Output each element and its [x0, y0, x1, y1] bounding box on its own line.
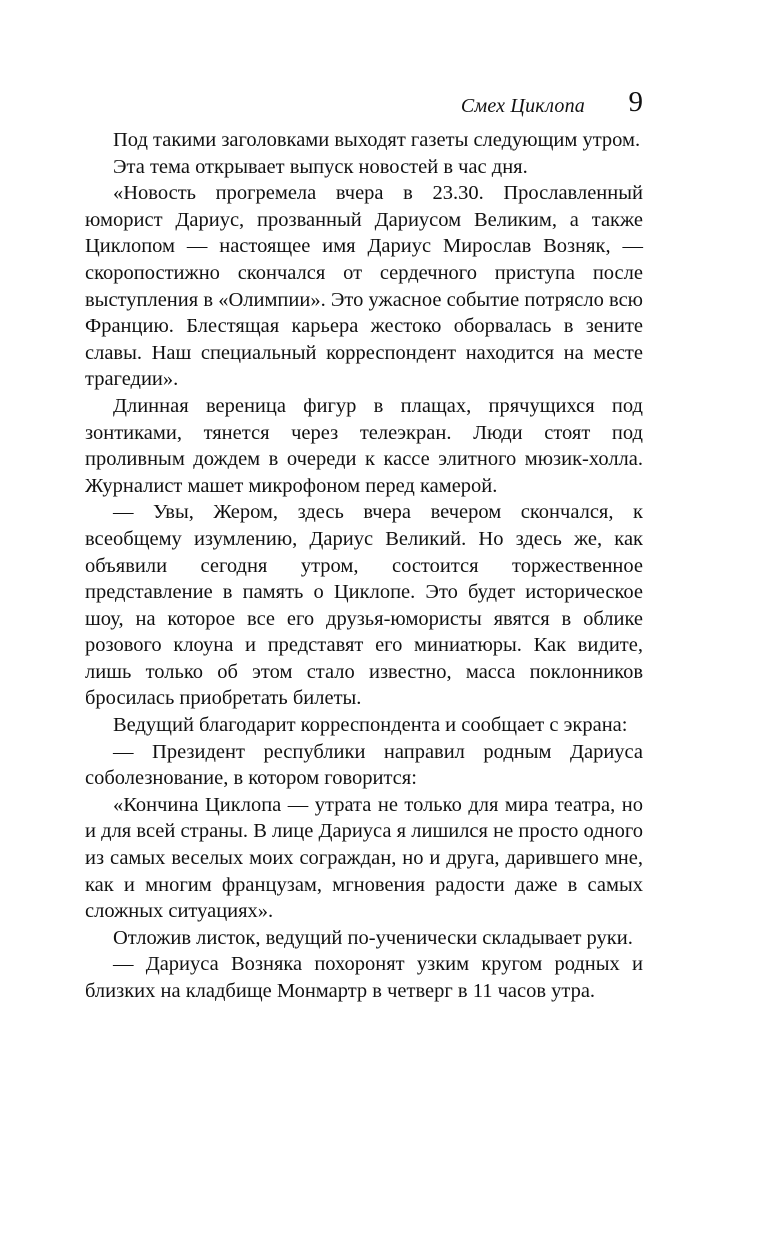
- paragraph-1: Под такими заголовками выходят газеты следующим утром.: [113, 129, 641, 151]
- running-header: [85, 86, 643, 118]
- running-title: Смех Циклопа: [460, 95, 585, 117]
- paragraph-6: Ведущий благодарит корреспондента и сообщает с экрана:: [113, 714, 628, 737]
- page-number: 9: [628, 86, 643, 118]
- paragraph-7: — Президент республики направил родным Дариуса соболезнование, в котором говорится:: [85, 740, 643, 790]
- paragraph-9: Отложив листок, ведущий по-ученически складывает руки.: [113, 926, 633, 949]
- paragraph-8: «Кончина Циклопа — утрата не только для мира театра, но и для всей страны. В лице Дариуса я лишился не просто одного из самых веселых моих сограждан, но и друга, дарившего мне, как и многим французам, мгновения радости даже в самых сложных ситуациях».: [85, 793, 643, 923]
- paragraph-3: «Новость прогремела вчера в 23.30. Прославленный юморист Дариус, прозванный Дариусом Великим, а также Циклопом — настоящее имя Дариус Мирослав Возняк, — скоропостижно скончался от сердечного приступа после выступления в «Олимпии». Это ужасное событие потрясло всю Францию. Блестящая карьера жестоко оборвалась в зените славы. Наш специальный корреспондент находится на месте трагедии».: [85, 182, 643, 391]
- paragraph-10: — Дариуса Возняка похоронят узким кругом родных и близких на кладбище Монмартр в четверг в 11 часов утра.: [85, 953, 643, 1002]
- paragraph-5: — Увы, Жером, здесь вчера вечером скончался, к всеобщему изумлению, Дариус Великий. Но здесь же, как объявили сегодня утром, состоится торжественное представление в память о Циклопе. Это будет историческое шоу, на которое все его друзья-юмористы явятся в облике розового клоуна и представят его миниатюры. Как видите, лишь только об этом стало известно, масса поклонников бросилась приобретать билеты.: [85, 501, 643, 710]
- paragraph-2: Эта тема открывает выпуск новостей в час дня.: [113, 155, 528, 178]
- body-text: [85, 127, 643, 1005]
- paragraph-4: Длинная вереница фигур в плащах, прячущихся под зонтиками, тянется через телеэкран. Люди стоят под проливным дождем в очереди к кассе элитного мюзик-холла. Журналист машет микрофоном перед камерой.: [85, 394, 643, 497]
